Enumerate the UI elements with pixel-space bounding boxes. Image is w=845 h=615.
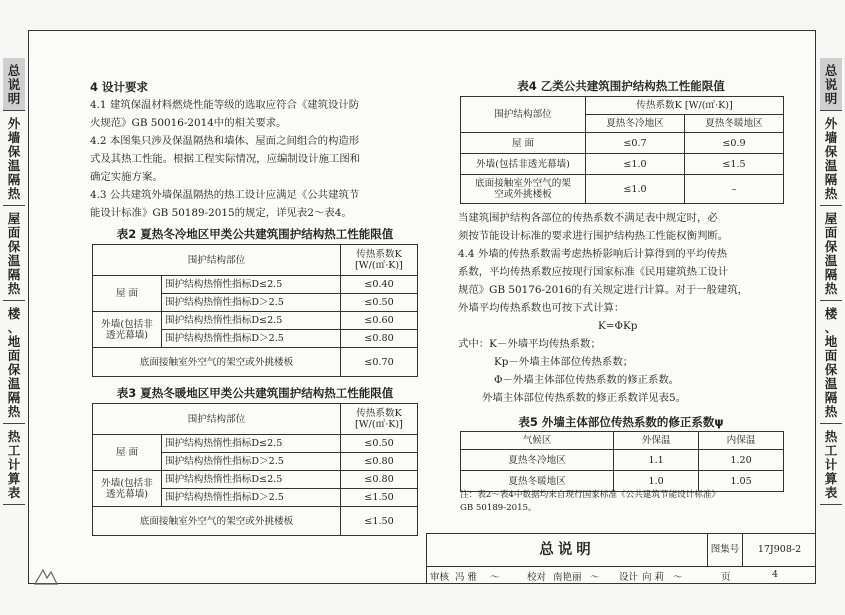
design-name: 向 莉 (642, 572, 665, 583)
cond-cell: 围护结构热惰性指标D＞2.5 (162, 330, 341, 348)
part-l2: 空或外挑楼板 (494, 189, 552, 200)
table3-header-part: 围护结构部位 (93, 404, 341, 435)
sign-row (427, 567, 816, 584)
page-label: 页 (721, 572, 731, 583)
value-cell: ≤0.7 (586, 133, 685, 154)
value-cell: ≤0.40 (341, 276, 418, 294)
title-block (426, 533, 816, 584)
table2-header-part: 围护结构部位 (93, 245, 341, 276)
value-cell: ≤0.9 (685, 133, 784, 154)
value-cell: ≤1.50 (341, 507, 418, 536)
table4-part (461, 175, 586, 204)
table2-title: 表2 夏热冬冷地区甲类公共建筑围护结构热工性能限值 (116, 227, 394, 241)
table4-sub2: 夏热冬暖地区 (685, 115, 784, 133)
wall-l2: 透光幕墙) (105, 488, 149, 500)
table2 (92, 244, 418, 377)
where-line: Φ－外墙主体部位传热系数的修正系数。 (494, 374, 680, 386)
side-tab[interactable]: 屋 面 保 温 隔 热 (820, 206, 842, 301)
table5-h1: 气候区 (461, 432, 614, 450)
check-name: 南艳丽 (553, 572, 582, 583)
design-label: 设计 (619, 572, 639, 583)
wall-l1: 外墙(包括非 (101, 318, 153, 330)
floor-cell: 底面接触室外空气的架空或外挑楼板 (93, 348, 341, 377)
section-line: 4.1 建筑保温材料燃烧性能等级的选取应符合《建筑设计防 (90, 99, 360, 111)
side-tab[interactable]: 楼 、 地 面 保 温 隔 热 (820, 301, 842, 424)
roof-cell: 屋 面 (93, 276, 162, 312)
signature-icon: ～ (672, 572, 682, 583)
table5-title: 表5 外墙主体部位传热系数的修正系数ψ (518, 415, 724, 429)
cond-cell: 围护结构热惰性指标D≤2.5 (162, 435, 341, 453)
section-line: 能设计标准》GB 50189-2015的规定，详见表2～表4。 (90, 207, 352, 219)
side-tab[interactable]: 楼 、 地 面 保 温 隔 热 (3, 301, 25, 424)
table5-h3: 内保温 (699, 432, 784, 450)
k-label: 传热系数K (356, 249, 402, 260)
title-block-title: 总说明 (427, 534, 708, 567)
value-cell: ≤0.70 (341, 348, 418, 377)
part-l1: 底面接触室外空气的架 (475, 178, 571, 189)
value-cell: ≤0.50 (341, 435, 418, 453)
table4-header-k: 传热系数K [W/(㎡·K)] (586, 97, 784, 115)
zone-cell: 夏热冬冷地区 (461, 450, 614, 471)
note-line: 注：表2～表4中数据均来自现行国家标准《公共建筑节能设计标准》 (460, 490, 721, 500)
table3-header-k (341, 404, 418, 435)
floor-cell: 底面接触室外空气的架空或外挑楼板 (93, 507, 341, 536)
cond-cell: 围护结构热惰性指标D≤2.5 (162, 471, 341, 489)
where-line: 式中：K－外墙平均传热系数； (458, 338, 601, 350)
k-unit: [W/(㎡·K)] (355, 260, 403, 271)
right-line: 须按节能设计标准的要求进行围护结构热工性能权衡判断。 (458, 230, 729, 242)
section-text (90, 96, 420, 222)
table5-h2: 外保温 (614, 432, 699, 450)
table4-header-part: 围护结构部位 (461, 97, 586, 133)
atlas-number: 17J908-2 (743, 534, 816, 567)
section-heading: 4 设计要求 (90, 80, 149, 94)
where-line: 外墙主体部位传热系数的修正系数详见表5。 (482, 392, 687, 404)
right-line: 4.4 外墙的传热系数需考虑热桥影响后计算得到的平均传热 (458, 248, 728, 260)
side-tab[interactable]: 外 墙 保 温 隔 热 (820, 111, 842, 206)
wall-l1: 外墙(包括非 (101, 477, 153, 489)
check-label: 校对 (527, 572, 547, 583)
side-tabs-right (820, 58, 842, 505)
value-cell: 1.05 (699, 471, 784, 492)
side-tab[interactable]: 总 说 明 (820, 58, 842, 111)
section-line: 确定实施方案。 (90, 171, 163, 183)
zone-cell: 夏热冬暖地区 (461, 471, 614, 492)
page-number: 4 (772, 569, 779, 580)
k-label: 传热系数K (356, 408, 402, 419)
note (460, 489, 800, 515)
table4-part: 外墙(包括非透光幕墙) (461, 154, 586, 175)
table4-sub1: 夏热冬冷地区 (586, 115, 685, 133)
value-cell: ≤0.80 (341, 330, 418, 348)
atlas-label: 图集号 (708, 534, 743, 567)
table3 (92, 403, 418, 536)
value-cell: ≤0.60 (341, 312, 418, 330)
value-cell: ≤1.0 (586, 154, 685, 175)
value-cell: ≤0.80 (341, 471, 418, 489)
table2-header-k (341, 245, 418, 276)
table5 (460, 431, 784, 492)
cond-cell: 围护结构热惰性指标D＞2.5 (162, 453, 341, 471)
roof-cell: 屋 面 (93, 435, 162, 471)
value-cell: ≤0.80 (341, 453, 418, 471)
right-line: 系数，平均传热系数应按现行国家标准《民用建筑热工设计 (458, 266, 729, 278)
note-line: GB 50189-2015。 (460, 503, 537, 513)
value-cell: ≤1.50 (341, 489, 418, 507)
value-cell: 1.1 (614, 450, 699, 471)
value-cell: 1.20 (699, 450, 784, 471)
table4-title: 表4 乙类公共建筑围护结构热工性能限值 (517, 79, 725, 93)
formula: K=ΦKp (598, 320, 638, 332)
signature-icon: ～ (489, 572, 499, 583)
where-line: Kp－外墙主体部位传热系数； (494, 356, 634, 368)
cond-cell: 围护结构热惰性指标D＞2.5 (162, 489, 341, 507)
section-line: 火规范》GB 50016-2014中的相关要求。 (90, 117, 287, 129)
wall-cell (93, 312, 162, 348)
wall-cell (93, 471, 162, 507)
publisher-logo-icon (33, 566, 59, 586)
wall-l2: 透光幕墙) (105, 329, 149, 341)
value-cell: ≤1.5 (685, 154, 784, 175)
cond-cell: 围护结构热惰性指标D≤2.5 (162, 276, 341, 294)
value-cell: – (685, 175, 784, 204)
table3-title: 表3 夏热冬暖地区甲类公共建筑围护结构热工性能限值 (116, 386, 394, 400)
section-line: 4.3 公共建筑外墙保温隔热的热工设计应满足《公共建筑节 (90, 189, 360, 201)
right-line: 当建筑围护结构各部位的传热系数不满足表中规定时，必 (458, 212, 718, 224)
cond-cell: 围护结构热惰性指标D≤2.5 (162, 312, 341, 330)
audit-label: 审核 (430, 572, 450, 583)
audit-name: 冯 雅 (455, 572, 478, 583)
value-cell: 1.0 (614, 471, 699, 492)
side-tab[interactable]: 热 工 计 算 表 (820, 424, 842, 505)
cond-cell: 围护结构热惰性指标D＞2.5 (162, 294, 341, 312)
value-cell: ≤1.0 (586, 175, 685, 204)
table4 (460, 96, 784, 204)
table4-part: 屋 面 (461, 133, 586, 154)
section-line: 式及其热工性能。根据工程实际情况，应编制设计施工图和 (90, 153, 361, 165)
side-tab[interactable]: 屋 面 保 温 隔 热 (3, 206, 25, 301)
value-cell: ≤0.50 (341, 294, 418, 312)
side-tab[interactable]: 外 墙 保 温 隔 热 (3, 111, 25, 206)
side-tab[interactable]: 热 工 计 算 表 (3, 424, 25, 505)
signature-icon: ～ (589, 572, 599, 583)
side-tabs-left (3, 58, 25, 505)
side-tab[interactable]: 总 说 明 (3, 58, 25, 111)
right-text (458, 209, 798, 407)
k-unit: [W/(㎡·K)] (355, 419, 403, 430)
right-line: 规范》GB 50176-2016的有关规定进行计算。对于一般建筑， (458, 284, 749, 296)
section-line: 4.2 本图集只涉及保温隔热和墙体、屋面之间组合的构造形 (90, 135, 360, 147)
right-line: 外墙平均传热系数也可按下式计算： (458, 302, 625, 314)
